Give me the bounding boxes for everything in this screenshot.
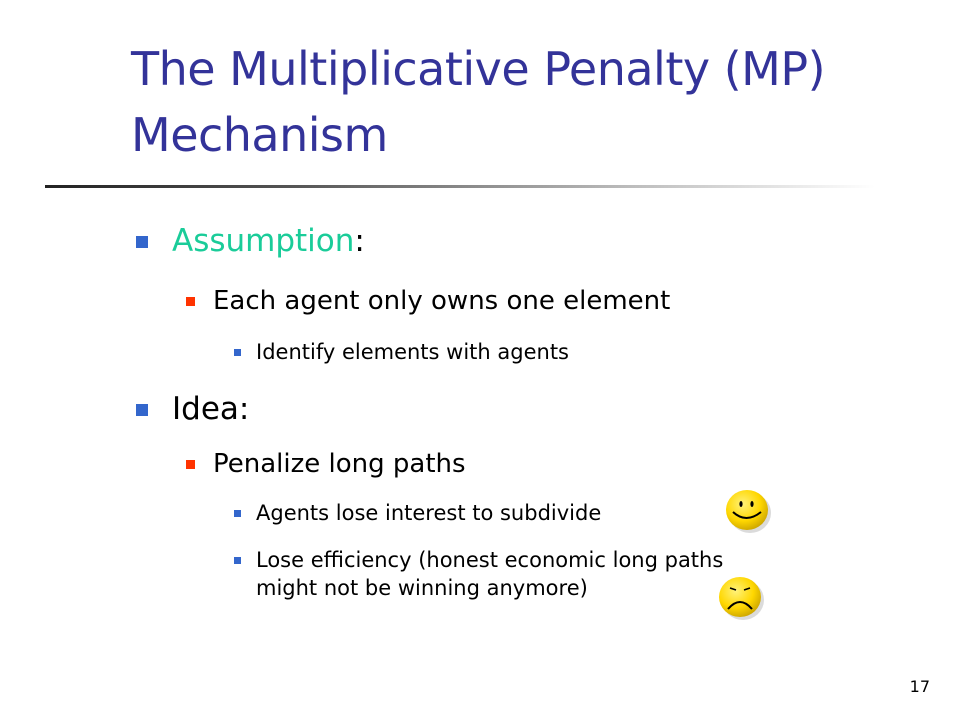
penalize-text: Penalize long paths: [213, 449, 466, 479]
page-number: 17: [909, 677, 930, 696]
lose-efficiency-line-1: Lose efficiency (honest economic long paths: [256, 548, 724, 572]
sad-face-icon: [717, 573, 765, 621]
bullet-marker: [186, 460, 195, 469]
bullet-idea: [172, 391, 249, 427]
title-line-1: The Multiplicative Penalty (MP): [131, 42, 826, 96]
bullet-assumption: [172, 223, 365, 259]
slide-title: [131, 36, 951, 168]
bullet-each-agent: [213, 286, 670, 316]
bullet-marker: [136, 404, 148, 416]
bullet-identify: [256, 338, 569, 366]
bullet-marker: [136, 236, 148, 248]
each-agent-text: Each agent only owns one element: [213, 286, 671, 316]
bullet-lose-efficiency: [256, 546, 723, 602]
identify-text: Identify elements with agents: [256, 340, 569, 364]
assumption-label: Assumption: [172, 223, 355, 259]
bullet-marker: [186, 297, 195, 306]
idea-text: Idea:: [172, 391, 250, 427]
agents-lose-text: Agents lose interest to subdivide: [256, 501, 602, 525]
bullet-marker: [234, 510, 241, 517]
bullet-agents-lose: [256, 499, 601, 527]
bullet-penalize: [213, 449, 466, 479]
bullet-marker: [234, 557, 241, 564]
bullet-marker: [234, 349, 241, 356]
assumption-colon: :: [354, 223, 365, 259]
happy-face-icon: [724, 486, 772, 534]
lose-efficiency-line-2: might not be winning anymore): [256, 576, 588, 600]
title-divider: [45, 185, 875, 188]
title-line-2: Mechanism: [131, 108, 388, 162]
